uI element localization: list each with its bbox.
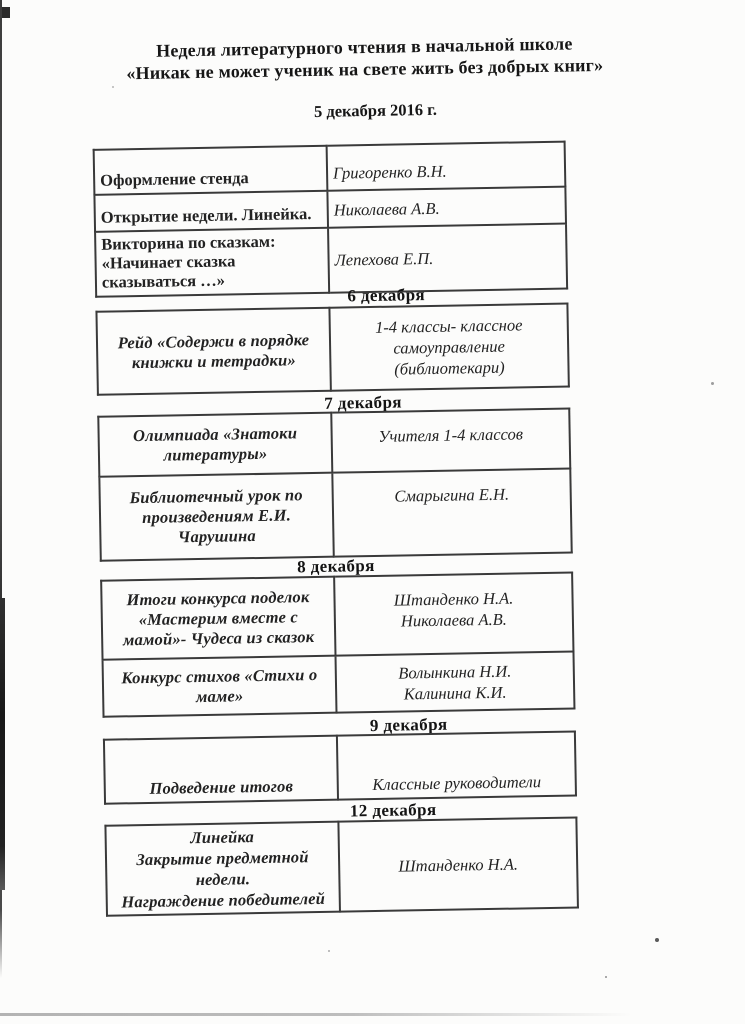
scan-speck [711, 382, 714, 385]
activity-cell: Библиотечный урок по произведениям Е.И. Чарушина [99, 473, 333, 561]
activity-cell: Конкурс стихов «Стихи о маме» [103, 656, 337, 717]
responsible-cell: Николаева А.В. [327, 187, 566, 228]
activity-cell: Итоги конкурса поделок «Мастерим вместе с мамой»- Чудеса из сказок [101, 577, 335, 660]
activity-cell: Оформление стенда [94, 146, 328, 195]
table-row [101, 573, 573, 660]
date-heading-9-dec: 9 декабря [369, 714, 448, 736]
date-heading-7-dec: 7 декабря [324, 392, 403, 413]
scan-speck [328, 950, 330, 952]
responsible-cell: Лепехова Е.П. [328, 224, 567, 293]
responsible-cell: Волынкина Н.И. Калинина К.И. [336, 652, 575, 713]
schedule-table-12-dec [104, 816, 579, 916]
document-title-line1: Неделя литературного чтения в начальной школе [156, 33, 573, 61]
date-heading-6-dec: 6 декабря [347, 285, 426, 306]
table-row [103, 652, 575, 717]
schedule-table-6-dec [95, 303, 569, 396]
schedule-table-5-dec [93, 141, 569, 298]
table-row [99, 469, 571, 561]
document-date-heading: 5 декабря 2016 г. [313, 99, 438, 121]
schedule-table-7-dec [97, 408, 572, 562]
scan-bottom-edge-line [0, 1013, 632, 1016]
table-row [96, 304, 568, 395]
activity-cell: Открытие недели. Линейка. [94, 191, 328, 232]
scan-speck [655, 938, 659, 942]
activity-cell: Линейка Закрытие предметной недели. Награждение победителей [105, 822, 340, 916]
responsible-cell: Штанденко Н.А. [338, 817, 578, 911]
table-row [98, 409, 570, 477]
responsible-cell: 1-4 классы- классное самоуправление (библиотекари) [329, 304, 568, 391]
scan-speck [605, 976, 607, 978]
activity-cell: Подведение итогов [104, 736, 338, 804]
responsible-cell: Смарыгина Е.Н. [332, 469, 571, 557]
document-title [0, 31, 737, 87]
document-title-line2: «Никак не может ученик на свете жить без добрых книг» [126, 54, 604, 83]
table-row [105, 817, 577, 915]
activity-cell: Рейд «Содержи в порядке книжки и тетрадки» [96, 308, 330, 395]
activity-cell: Олимпиада «Знатоки литературы» [98, 413, 332, 477]
schedule-table-9-dec [103, 730, 577, 804]
responsible-cell: Штанденко Н.А. Николаева А.В. [334, 573, 573, 656]
responsible-cell: Григоренко В.Н. [327, 142, 566, 191]
responsible-cell: Учителя 1-4 классов [331, 409, 570, 473]
scan-left-edge-shadow [0, 598, 5, 890]
scan-speck [112, 86, 114, 88]
responsible-cell: Классные руководители [337, 732, 576, 800]
table-row [104, 732, 576, 804]
schedule-table-8-dec [100, 572, 575, 718]
date-heading-8-dec: 8 декабря [296, 555, 375, 577]
date-heading-12-dec: 12 декабря [349, 799, 437, 821]
activity-cell: Викторина по сказкам: «Начинает сказка сказываться …» [95, 228, 329, 297]
